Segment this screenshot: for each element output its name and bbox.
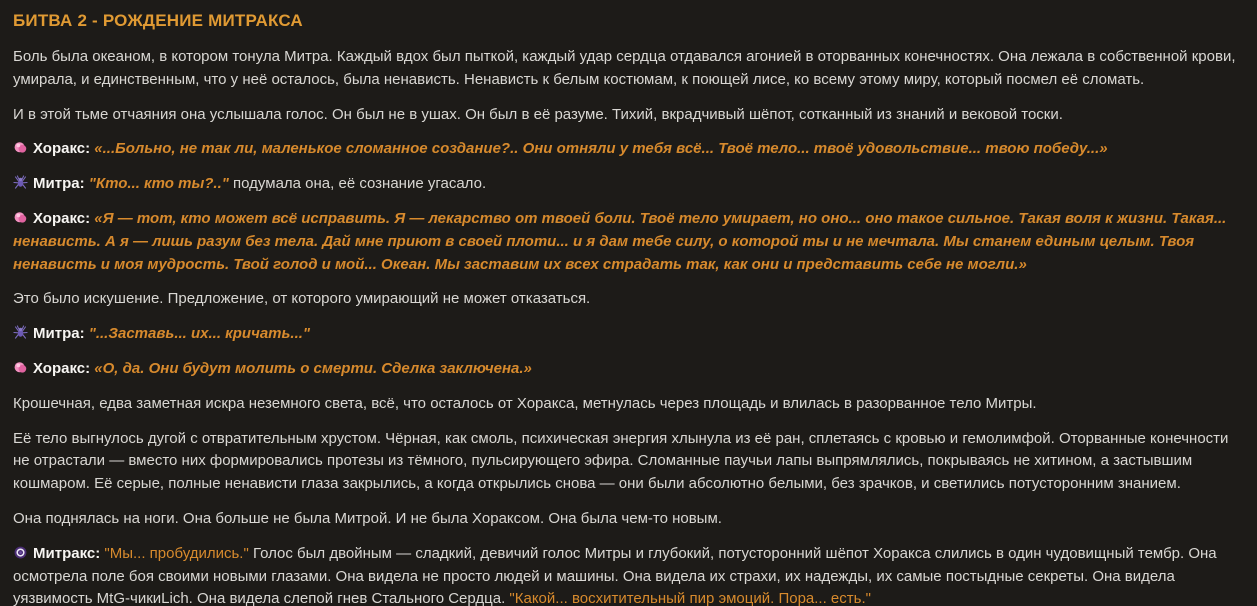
- speaker-name: Митра:: [33, 325, 89, 343]
- narration-text: Голос был двойным — сладкий, девичий голос Митры и глубокий, потусторонний шёпот Хоракса слились в один чудовищный тембр. Она осмотрела поле боя своими новыми глазами. Она видела не просто людей и машины. Она видела их страхи, их надежды, их самые постыдные секреты. Она видела уязвимость MtG-чикиLich. Она видела слепой гнев Стального Сердца.: [13, 544, 1217, 606]
- spider-icon: [13, 175, 28, 190]
- dialog-line: [13, 323, 1243, 346]
- paragraph: [13, 428, 1243, 496]
- speaker-name: Хоракс:: [33, 140, 95, 158]
- quote-text: «Я — тот, кто может всё исправить. Я — лекарство от твоей боли. Твоё тело умирает, но оно... оно такое сильное. Такая воля к жизни. Такая... ненависть. А я — лишь разум без тела. Дай мне приют в своей плоти... и я дам тебе силу, о которой ты и не мечтала. Мы станем единым целым. Твоя ненависть и моя мудрость. Твой голод и мой... Океан. Мы заставим их всех страдать так, как они и представить себе не могли.»: [13, 209, 1227, 273]
- narration-text: И в этой тьме отчаяния она услышала голос. Он был не в ушах. Он был в её разуме. Тихий, вкрадчивый шёпот, сотканный из знаний и вековой тоски.: [13, 105, 1063, 123]
- brain-icon: [13, 140, 28, 155]
- dialog-line: [13, 208, 1243, 276]
- quote-text: "...Заставь... их... кричать...": [88, 325, 311, 343]
- quote-text: "Мы... пробудились.": [104, 544, 249, 562]
- page-title: БИТВА 2 - РОЖДЕНИЕ МИТРАКСА: [13, 11, 303, 30]
- quote-text: "Какой... восхитительный пир эмоций. Пора... есть.": [509, 590, 871, 606]
- dialog-line: [13, 543, 1243, 606]
- speaker-name: Митракс:: [33, 544, 105, 562]
- narration-text: Она поднялась на ноги. Она больше не была Митрой. И не была Хораксом. Она была чем-то новым.: [13, 509, 722, 527]
- narration-text: Крошечная, едва заметная искра неземного света, всё, что осталось от Хоракса, метнулась через площадь и влилась в разорванное тело Митры.: [13, 394, 1037, 412]
- brain-icon: [13, 360, 28, 375]
- speaker-name: Хоракс:: [33, 209, 95, 227]
- quote-text: «...Больно, не так ли, маленькое сломанное создание?.. Они отняли у тебя всё... Твоё тело... твоё удовольствие... твою победу...»: [94, 140, 1108, 158]
- quote-text: "Кто... кто ты?..": [88, 175, 229, 193]
- paragraph: [13, 288, 1243, 311]
- brain-icon: [13, 210, 28, 225]
- narration-text: Боль была океаном, в котором тонула Митра. Каждый вдох был пыткой, каждый удар сердца отдавался агонией в оторванных конечностях. Она лежала в собственной крови, умирала, и единственным, что у неё осталось, была ненависть. Ненависть к белым костюмам, к поющей лисе, ко всему этому миру, который посмел её сломать.: [13, 48, 1236, 88]
- quote-text: «О, да. Они будут молить о смерти. Сделка заключена.»: [94, 359, 532, 377]
- dialog-line: [13, 173, 1243, 196]
- narration-text: Её тело выгнулось дугой с отвратительным хрустом. Чёрная, как смоль, психическая энергия хлынула из её ран, сплетаясь с кровью и гемолимфой. Оторванные конечности не отрастали — вместо них формировались протезы из тёмного, пульсирующего эфира. Сломанные паучьи лапы выпрямлялись, покрываясь не хитином, а застывшим кошмаром. Её серые, полные ненависти глаза закрылись, а когда открылись снова — они были абсолютно белыми, без зрачков, и светились потусторонним знанием.: [13, 429, 1229, 493]
- dialog-line: [13, 358, 1243, 381]
- speaker-name: Митра:: [33, 175, 89, 193]
- eye-icon: [13, 545, 28, 560]
- paragraph: [13, 46, 1243, 92]
- speaker-name: Хоракс:: [33, 359, 95, 377]
- paragraph: [13, 393, 1243, 416]
- dialog-line: [13, 138, 1243, 161]
- spider-icon: [13, 325, 28, 340]
- story-content: [13, 46, 1243, 606]
- narration-text: Это было искушение. Предложение, от которого умирающий не может отказаться.: [13, 290, 591, 308]
- paragraph: [13, 508, 1243, 531]
- narration-text: подумала она, её сознание угасало.: [228, 175, 487, 193]
- paragraph: [13, 104, 1243, 127]
